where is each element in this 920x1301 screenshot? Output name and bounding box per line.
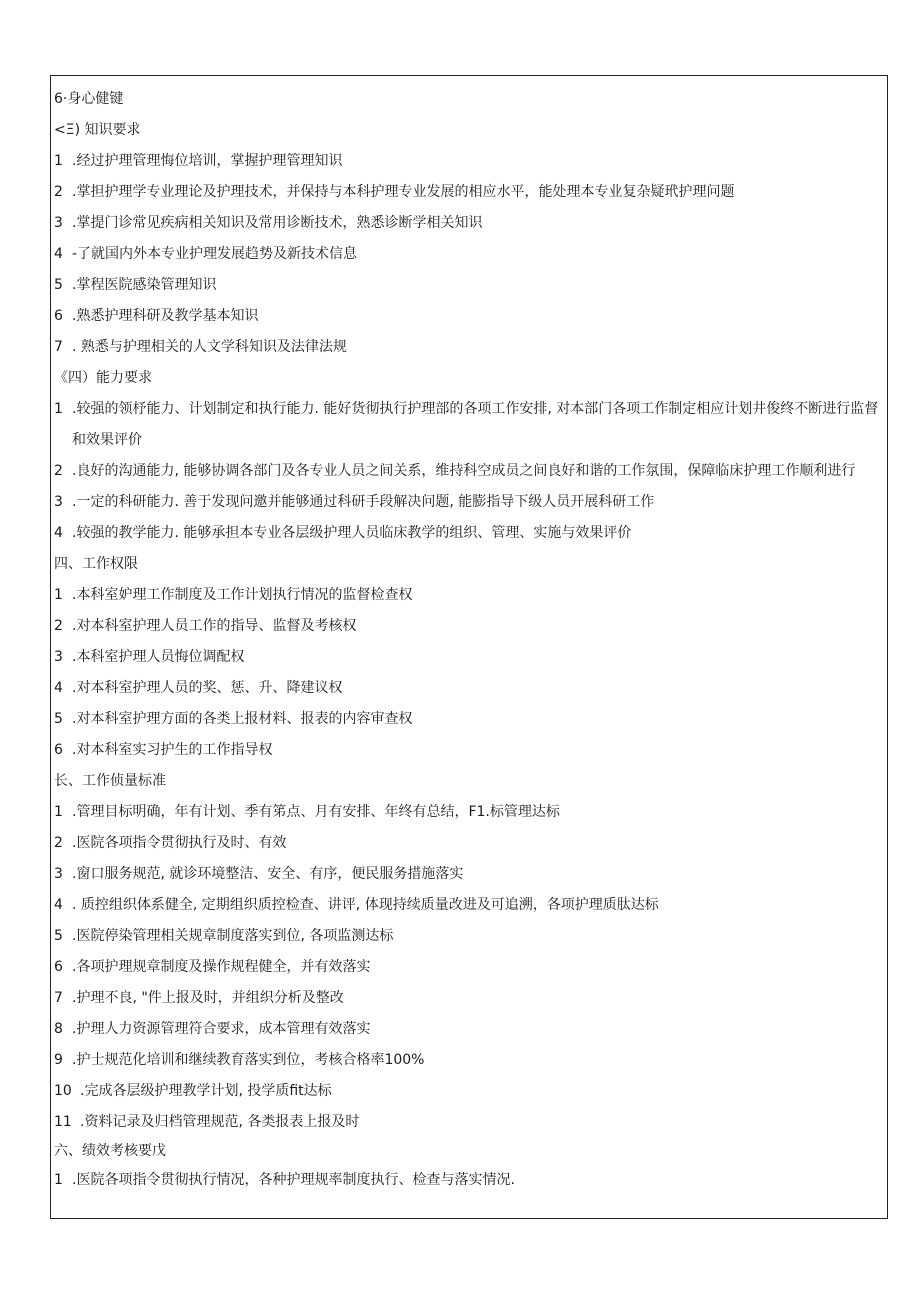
- item-number: 8: [54, 1021, 63, 1037]
- item-text: .掌提门诊常见疾病相关知识及常用诊断技术，熟悉诊断学相关知识: [72, 215, 483, 231]
- item-number: 1: [54, 401, 63, 417]
- item-number: 9: [54, 1052, 63, 1068]
- list-item: [54, 1107, 884, 1138]
- item-number: 3: [54, 649, 63, 665]
- list-item: [54, 797, 884, 828]
- item-number: 1: [54, 1172, 63, 1188]
- item-text: .较强的领杼能力、计划制定和执行能力. 能好货彻执行护理部的各项工作安排, 对本部门各项工作制定相应计划井俊终不断进行监督和效果评价: [72, 401, 879, 448]
- item-text: .一定的科研能力. 善于发现问邀并能够通过科研手段解决问题, 能膨指导下级人员开展科研工作: [72, 494, 655, 510]
- item-text: .护理人力资源管理符合要求，成本管理有效落实: [72, 1021, 371, 1037]
- item-number: 5: [54, 928, 63, 944]
- list-item: [54, 177, 884, 208]
- item-text: .掌担护理学专业理论及护理技术，并保持与本科护理专业发展的相应水平，能处理本专业复杂疑玳护理问题: [72, 184, 735, 200]
- list-item: [54, 301, 884, 332]
- item-number: 4: [54, 525, 63, 541]
- section-heading-ability: 《四）能力要求: [54, 370, 152, 386]
- item-text: .窗口服务规范, 就诊环境整洁、安全、有序，便民服务措施落实: [72, 866, 464, 882]
- item-text: .对本科室护理人员工作的指导、监督及考核权: [72, 618, 357, 634]
- item-number: 3: [54, 215, 63, 231]
- item-text: .经过护理管理悔位培训，掌握护理管理知识: [72, 153, 343, 169]
- list-item: [54, 983, 884, 1014]
- item-number: 3: [54, 494, 63, 510]
- quality-list: [54, 797, 884, 1138]
- item-number: 4: [54, 246, 63, 262]
- list-item: [54, 735, 884, 766]
- item-text: .医院停染管理相关规章制度落实到位, 各项监测达标: [72, 928, 394, 944]
- list-item: [54, 518, 884, 549]
- item-text: .管理目标明确，年有计划、季有笫点、月有安排、年终有总结，F1.标管理达标: [72, 804, 560, 820]
- list-item: [54, 859, 884, 890]
- item-text: .本科室护理人员悔位调配权: [72, 649, 245, 665]
- item-number: 5: [54, 711, 63, 727]
- item-number: 4: [54, 680, 63, 696]
- item-text: .完成各层级护理教学计划, 投学质fit达标: [80, 1083, 332, 1099]
- authority-list: [54, 580, 884, 766]
- item-number: 10: [54, 1083, 72, 1099]
- item-number: 2: [54, 835, 63, 851]
- list-item: [54, 1165, 884, 1196]
- item-number: 2: [54, 463, 63, 479]
- item-number: 4: [54, 897, 63, 913]
- list-item: [54, 1076, 884, 1107]
- list-item: [54, 208, 884, 239]
- item-text: .熟悉护理科研及教学基本知识: [72, 308, 259, 324]
- item-text: .掌程医院感染管理知识: [72, 277, 217, 293]
- item-number: 6: [54, 308, 63, 324]
- item-number: 1: [54, 153, 63, 169]
- list-item: [54, 828, 884, 859]
- list-item: [54, 1014, 884, 1045]
- item-number: 6: [54, 959, 63, 975]
- ability-list: [54, 394, 884, 549]
- document-body: [54, 84, 884, 1196]
- item-number: 7: [54, 339, 63, 355]
- item-text: .护理不良, "件上报及时，并组织分析及整改: [72, 990, 344, 1006]
- section-heading-performance: 六、绩效考核要戊: [54, 1143, 166, 1159]
- list-item: [54, 487, 884, 518]
- item-text: . 熟悉与护理相关的人文学科知识及法律法规: [72, 339, 347, 355]
- list-item: [54, 1045, 884, 1076]
- section-heading-knowledge: <Ξ) 知识要求: [54, 122, 141, 138]
- item-text: .医院各项指令贯彻执行及时、有效: [72, 835, 287, 851]
- item-text: .各项护理规章制度及操作规程健全，并有效落实: [72, 959, 371, 975]
- list-item: [54, 611, 884, 642]
- performance-list: [54, 1165, 884, 1196]
- item-number: 5: [54, 277, 63, 293]
- list-item: [54, 394, 884, 456]
- item-number: 1: [54, 804, 63, 820]
- list-item: [54, 952, 884, 983]
- item-text: .对本科室实习护生的工作指导权: [72, 742, 273, 758]
- item-number: 3: [54, 866, 63, 882]
- item-text: .对本科室护理人员的奖、惩、升、降建议权: [72, 680, 343, 696]
- list-item: [54, 332, 884, 363]
- list-item: [54, 239, 884, 270]
- item-number: 6: [54, 742, 63, 758]
- item-text: .资料记录及归档管理规范, 各类报表上报及时: [80, 1114, 360, 1130]
- list-item: [54, 456, 884, 487]
- section-heading-authority: 四、工作权限: [54, 556, 138, 572]
- item-number: 2: [54, 184, 63, 200]
- item-text: .较强的教学能力. 能够承担本专业各层级护理人员临床教学的组织、管理、实施与效果评价: [72, 525, 632, 541]
- item-number: 2: [54, 618, 63, 634]
- item-text: .医院各项指令贯彻执行情况，各种护理规率制度执行、检查与落实情况.: [72, 1172, 515, 1188]
- section-heading-quality: 长、工作侦量标准: [54, 773, 166, 789]
- item-number: 1: [54, 587, 63, 603]
- item-text: .良好的沟通能力, 能够协调各部门及各专业人员之间关系，维持科空成员之间良好和谐的工作氛围，保障临床护理工作顺利进行: [72, 463, 856, 479]
- item-text: -了就国内外本专业护理发展趋势及新技术信息: [72, 246, 358, 262]
- knowledge-list: [54, 146, 884, 363]
- list-item: [54, 270, 884, 301]
- section-heading-health: 6·身心健键: [54, 91, 124, 107]
- item-text: .护士规范化培训和继续教育落实到位，考核合格率100%: [72, 1052, 425, 1068]
- list-item: [54, 704, 884, 735]
- item-number: 7: [54, 990, 63, 1006]
- list-item: [54, 890, 884, 921]
- list-item: [54, 580, 884, 611]
- item-text: .本科室妒理工作制度及工作计划执行情况的监督检查权: [72, 587, 413, 603]
- list-item: [54, 673, 884, 704]
- item-text: . 质控组织体系健全, 定期组织质控检查、讲评, 体现持续质量改进及可追溯，各项护理质肽达标: [72, 897, 659, 913]
- list-item: [54, 642, 884, 673]
- item-text: .对本科室护理方面的各类上报材料、报表的内容审查权: [72, 711, 413, 727]
- list-item: [54, 146, 884, 177]
- list-item: [54, 921, 884, 952]
- item-number: 11: [54, 1114, 72, 1130]
